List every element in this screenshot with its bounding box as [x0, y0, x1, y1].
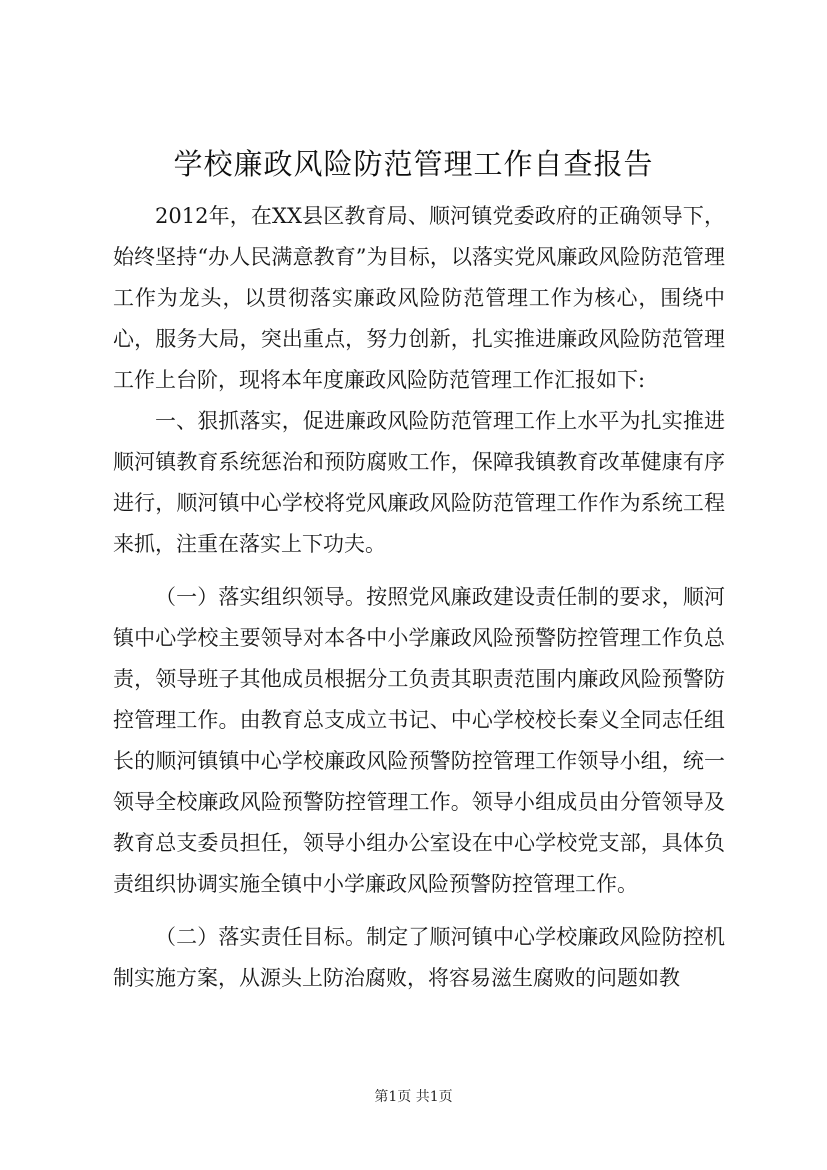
page-footer: 第1页 共1页 — [374, 1089, 453, 1105]
document-body — [113, 196, 725, 999]
paragraph-intro: 2012年，在XX县区教育局、顺河镇党委政府的正确领导下，始终坚持“办人民满意教育”为目标，以落实党风廉政风险防范管理工作为龙头，以贯彻落实廉政风险防范管理工作为核心，围绕中心，服务大局，突出重点，努力创新，扎实推进廉政风险防范管理工作上台阶，现将本年度廉政风险防范管理工作汇报如下: — [113, 204, 725, 392]
document-title: 学校廉政风险防范管理工作自查报告 — [173, 147, 654, 181]
paragraph-section-one: 一、狠抓落实，促进廉政风险防范管理工作上水平为扎实推进顺河镇教育系统惩治和预防腐败工作，保障我镇教育改革健康有序进行，顺河镇中心学校将党风廉政风险防范管理工作作为系统工程来抓，注重在落实上下功夫。 — [113, 409, 725, 556]
paragraph-organization: （一）落实组织领导。按照党风廉政建设责任制的要求，顺河镇中心学校主要领导对本各中小学廉政风险预警防控管理工作负总责，领导班子其他成员根据分工负责其职责范围内廉政风险预警防控管理工作。由教育总支成立书记、中心学校校长秦义全同志任组长的顺河镇镇中心学校廉政风险预警防控管理工作领导小组，统一领导全校廉政风险预警防控管理工作。领导小组成员由分管领导及教育总支委员担任，领导小组办公室设在中心学校党支部，具体负责组织协调实施全镇中小学廉政风险预警防控管理工作。 — [113, 585, 725, 896]
paragraph-responsibility: （二）落实责任目标。制定了顺河镇中心学校廉政风险防控机制实施方案，从源头上防治腐败，将容易滋生腐败的问题如教 — [113, 925, 725, 990]
